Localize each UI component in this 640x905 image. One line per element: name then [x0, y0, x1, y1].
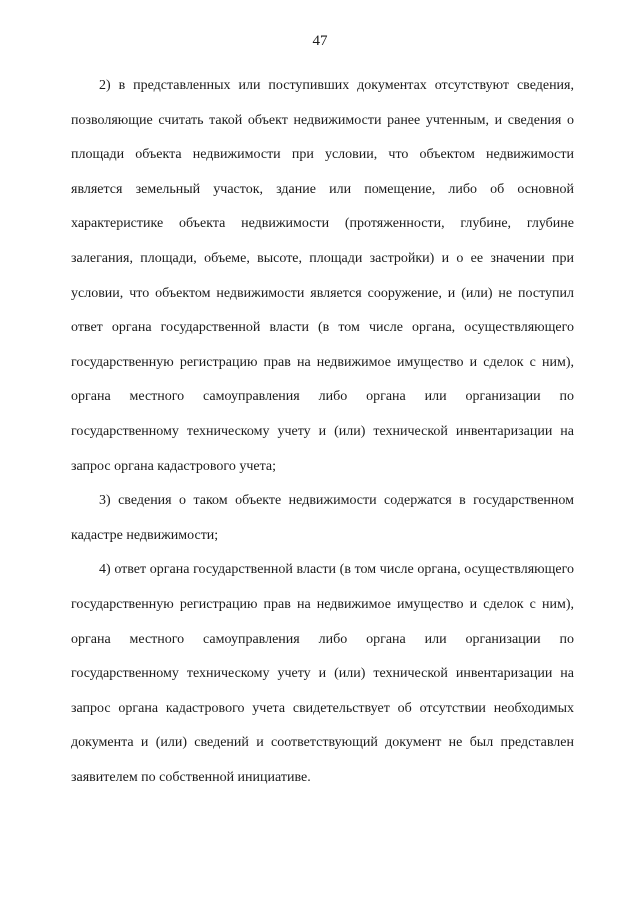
- paragraph-item-2: 2) в представленных или поступивших документах отсутствуют сведения, позволяющие считать такой объект недвижимости ранее учтенным, и сведения о площади объекта недвижимости при условии, что объектом недвижимости является земельный участок, здание или помещение, либо об основной характеристике объекта недвижимости (протяженности, глубине, глубине залегания, площади, объеме, высоте, площади застройки) и о ее значении при условии, что объектом недвижимости является сооружение, и (или) не поступил ответ органа государственной власти (в том числе органа, осуществляющего государственную регистрацию прав на недвижимое имущество и сделок с ним), органа местного самоуправления либо органа или организации по государственному техническому учету и (или) технической инвентаризации на запрос органа кадастрового учета;: [71, 78, 574, 474]
- page-number: 47: [312, 33, 328, 49]
- paragraph-item-3: 3) сведения о таком объекте недвижимости содержатся в государственном кадастре недвижимости;: [71, 493, 574, 543]
- paragraph-item-4: 4) ответ органа государственной власти (в том числе органа, осуществляющего государственную регистрацию прав на недвижимое имущество и сделок с ним), органа местного самоуправления либо органа или организации по государственному техническому учету и (или) технической инвентаризации на запрос органа кадастрового учета свидетельствует об отсутствии необходимых документа и (или) сведений и соответствующий документ не был представлен заявителем по собственной инициативе.: [71, 562, 574, 785]
- document-body: [71, 69, 574, 795]
